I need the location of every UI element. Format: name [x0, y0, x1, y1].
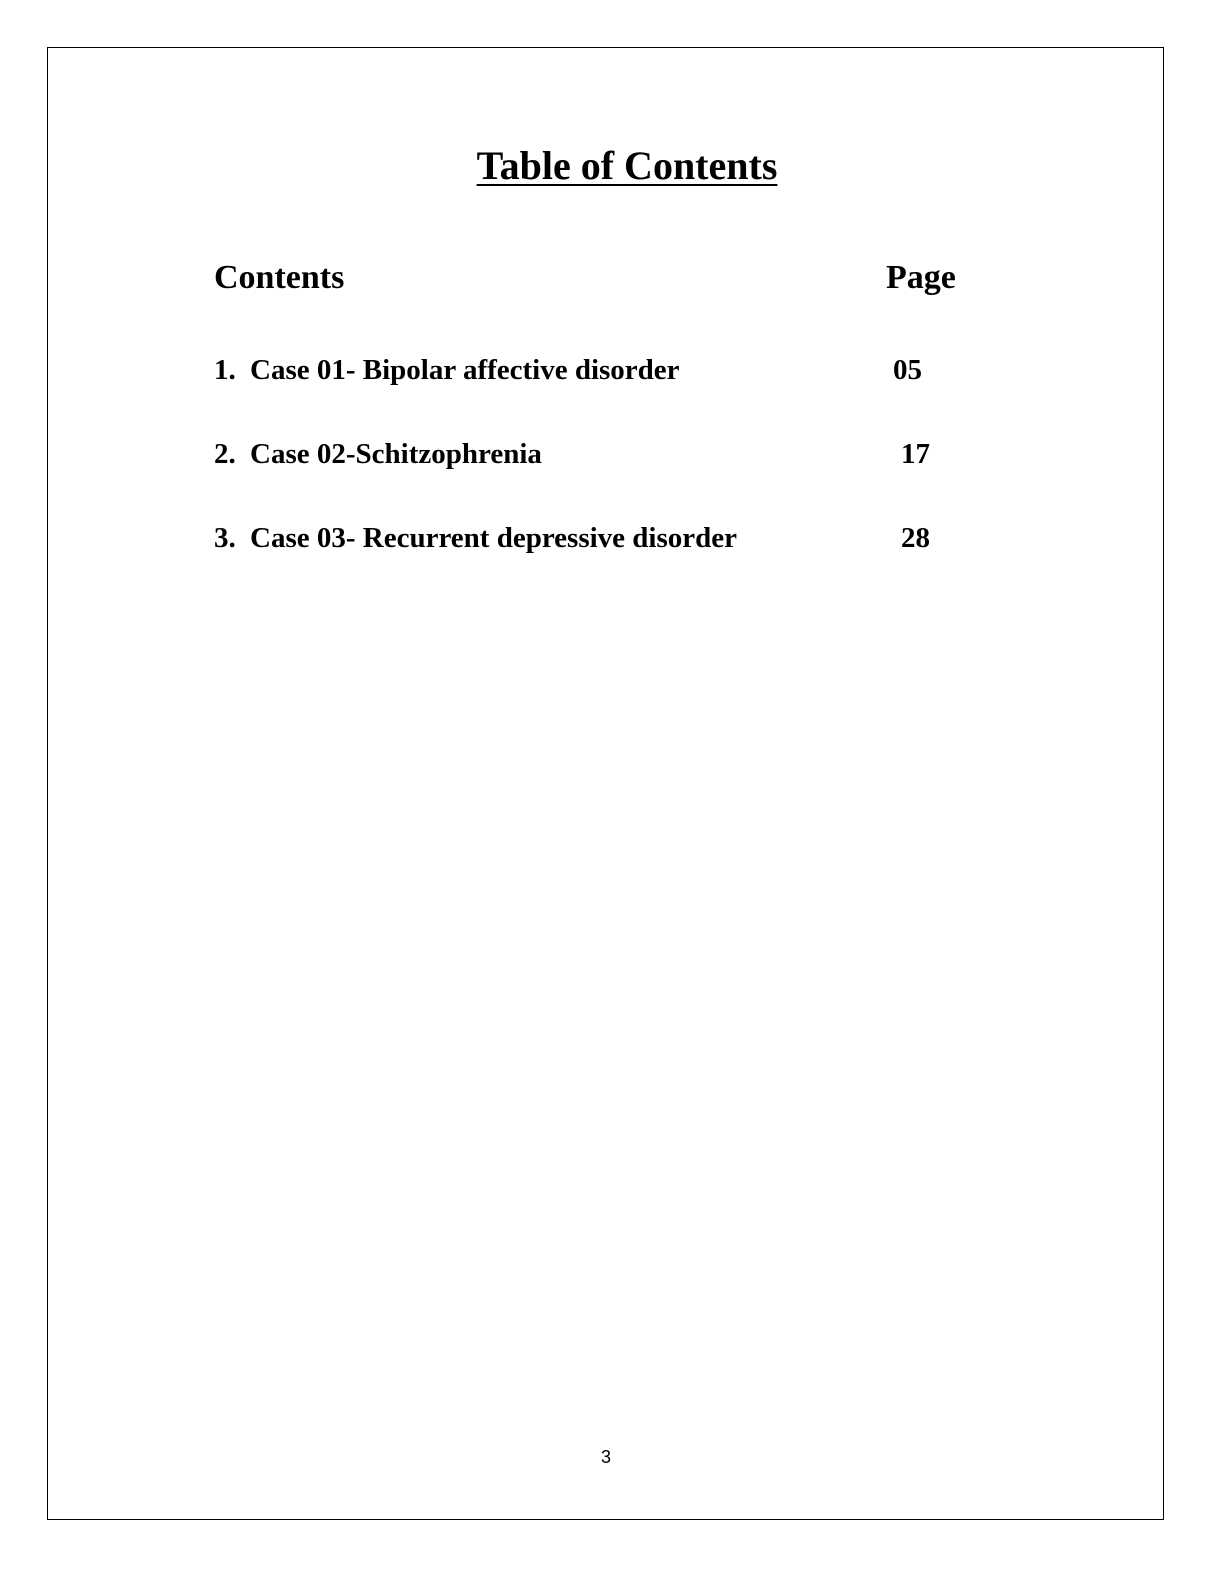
toc-entry-page: 17: [901, 438, 930, 470]
toc-entry-number: 1.: [214, 354, 236, 386]
page-column-header: Page: [886, 259, 956, 296]
page-number: 3: [600, 1447, 611, 1467]
toc-entry-3[interactable]: [214, 519, 737, 557]
toc-entry-page: 05: [893, 354, 922, 386]
toc-entry-page: 28: [901, 522, 930, 554]
toc-entry-label: Case 03- Recurrent depressive disorder: [250, 522, 738, 554]
toc-entry-1[interactable]: [214, 351, 680, 389]
toc-entry-number: 3.: [214, 522, 236, 554]
toc-entry-2[interactable]: [214, 435, 542, 473]
page-title: Table of Contents: [476, 143, 778, 188]
contents-column-header: Contents: [214, 259, 345, 296]
toc-entry-number: 2.: [214, 438, 236, 470]
toc-entry-label: Case 02-Schitzophrenia: [250, 438, 542, 470]
toc-entry-label: Case 01- Bipolar affective disorder: [250, 354, 680, 386]
